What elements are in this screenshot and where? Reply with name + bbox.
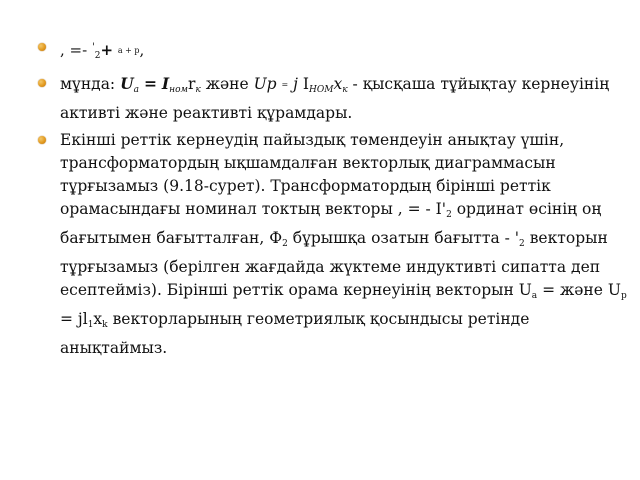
and-text: және — [205, 75, 249, 93]
u-symbol: U — [120, 74, 134, 93]
formula-sub: 2 — [94, 51, 101, 61]
r-sub: к — [195, 85, 201, 95]
bullet-dot-icon — [38, 136, 46, 144]
expl-t5: = және U — [537, 281, 621, 299]
u-sub: а — [133, 85, 139, 95]
expl-t3-sub: 2 — [519, 239, 525, 249]
expl-t6: = jl — [60, 310, 88, 328]
formula-tail: а + р — [117, 46, 140, 55]
formula-eq: =- — [69, 41, 88, 59]
expl-t7: x — [93, 310, 103, 328]
formula-prime: ' — [91, 42, 95, 53]
bullet-components — [38, 72, 628, 125]
formula-plus: + — [100, 41, 114, 59]
i-sub: ном — [169, 85, 188, 95]
expl-t2-sub: 2 — [282, 239, 288, 249]
i-symbol: I — [161, 74, 170, 93]
x-sub: к — [342, 85, 348, 95]
intro-text: мұнда: — [60, 75, 116, 93]
components-tail: - қысқаша тұйықтау кернеуінің активті және реактивті құрамдары. — [60, 75, 610, 122]
x-symbol: x — [333, 75, 343, 93]
bullet-formula — [38, 36, 628, 68]
bullet-dot-icon — [38, 43, 46, 51]
expl-t8: векторларының геометриялық қосындысы ретінде анықтаймыз. — [60, 310, 530, 357]
expl-t3: бұрышқа озатын бағытта - ' — [287, 229, 520, 247]
r-symbol: r — [187, 75, 196, 93]
formula-comma: , — [139, 41, 145, 59]
inom-symbol: I — [302, 75, 310, 93]
j-symbol: j — [293, 75, 298, 93]
bullet-dot-icon — [38, 79, 46, 87]
formula-prefix: , — [60, 41, 70, 59]
eq2-symbol: = — [281, 80, 289, 89]
bullet-list — [38, 36, 628, 364]
expl-t4: векторын тұрғызамыз (берілген жағдайда жүктеме индуктивті сипатта деп есептейміз). Бірінші реттік орама кернеуінің векторын U — [60, 229, 608, 299]
bullet-explanation — [38, 129, 628, 360]
expl-t6-sub: 1 — [87, 320, 94, 330]
expl-t1-sub: 2 — [446, 210, 452, 220]
expl-t2: ординат өсінің оң бағытымен бағытталған, Ф — [60, 200, 602, 247]
expl-t7-sub: k — [102, 320, 108, 330]
inom-sub: НОМ — [309, 85, 334, 95]
eq-symbol: = — [143, 74, 157, 93]
expl-t5-sub: р — [620, 291, 627, 301]
expl-t1: Екінші реттік кернеудің пайыздық төмендеуін анықтау үшін, трансформатордың ықшамдалған векторлық диаграммасын тұрғызамыз (9.18-сурет). Трансформатордың бірінші реттік орамасындағы номинал токтың векторы , = - I' — [60, 131, 565, 218]
up-symbol: Up — [253, 75, 277, 93]
expl-t4-sub: а — [531, 291, 538, 301]
